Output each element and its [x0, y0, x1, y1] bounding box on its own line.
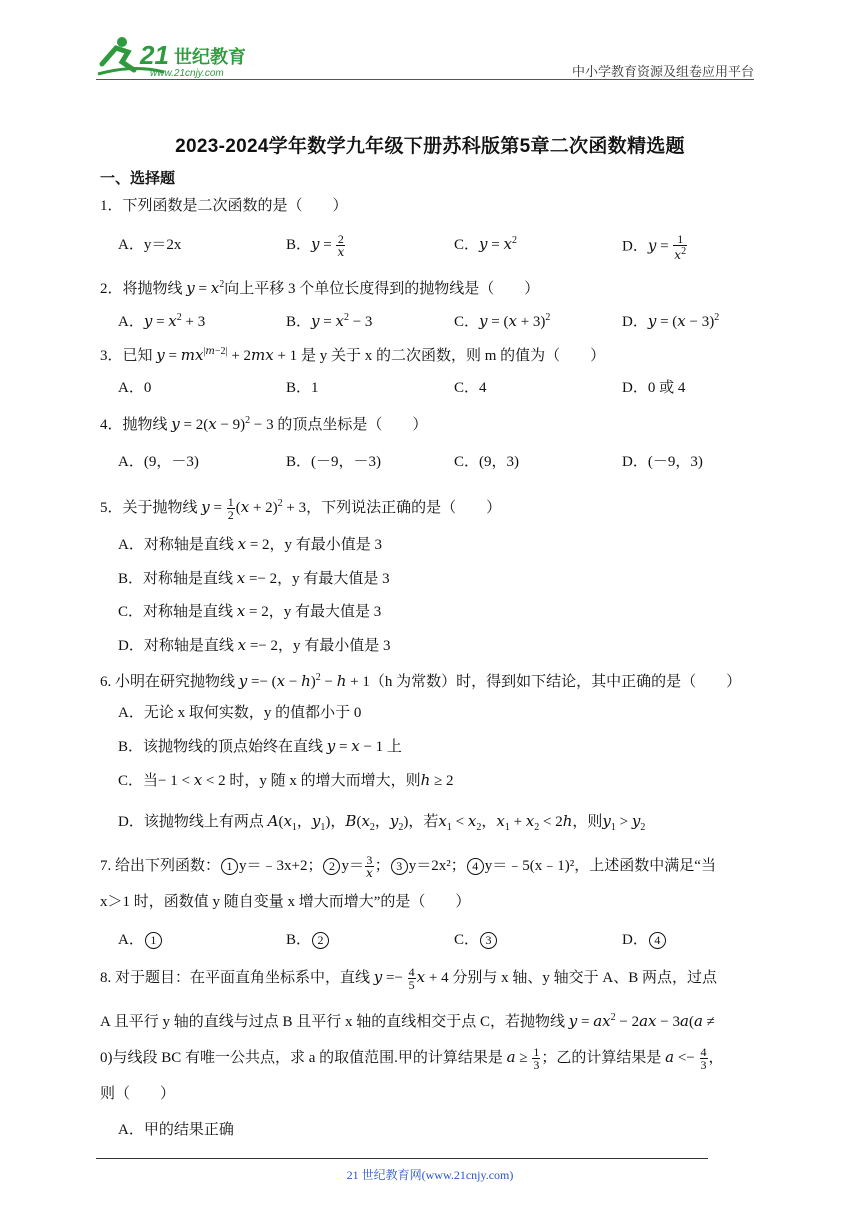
q6-option-b[interactable]: B．该抛物线的顶点始终在直线 y = x − 1 上 [118, 737, 402, 755]
q6-option-c[interactable]: C．当− 1 < x < 2 时，y 随 x 的增大而增大，则h ≥ 2 [118, 771, 454, 789]
question-7-options [0, 928, 860, 950]
q2-option-b[interactable]: B．$y = x^2 - 3$ [286, 312, 373, 330]
q2-option-a[interactable]: A．$y = x^2 + 3$ [118, 312, 206, 330]
q3-option-d[interactable]: D．0 或 4 [622, 380, 686, 396]
question-2-stem: 2．将抛物线 $y = x^2$向上平移 3 个单位长度得到的抛物线是（ ） [100, 279, 540, 297]
q4-option-c[interactable]: C．(9，3) [454, 454, 519, 470]
q7-option-b[interactable]: B． 2 [286, 928, 330, 949]
q7-option-d[interactable]: D． 4 [622, 928, 667, 949]
question-5-stem: 5．关于抛物线 y = $\frac{1}{2}$ $(x + 2)^2 + 3$，下列说法正确的是（ ） [100, 495, 502, 523]
q1-option-a[interactable]: A．y＝2x [118, 237, 182, 253]
q2-option-c[interactable]: C．$y = (x + 3)^2$ [454, 312, 551, 330]
question-7-stem: 7. 给出下列函数： 1 y＝﹣3x+2； 2 y＝ $\frac{3}{x}$ ； 3 y＝2x²； 4 y＝﹣5(x﹣1)²，上述函数中满足“当 [100, 853, 716, 880]
q6-option-d[interactable]: D．该抛物线上有两点 $A(x_1$，$y_1$)，$B(x_2$，$y_2$)，若$x_1 < x_2$，$x_1 + x_2 < 2h$，则$y_1 > y_2$ [118, 812, 646, 833]
question-4-stem: 4．抛物线 $y = 2(x - 9)^2 - 3$ 的顶点坐标是（ ） [100, 415, 428, 433]
question-3-stem: 3．已知 $y = mx^{|m-2|} + 2mx + 1$ 是 y 关于 x 的二次函数，则 m 的值为（ ） [100, 346, 606, 364]
question-4-options [0, 450, 860, 472]
question-8-line2: A 且平行 y 轴的直线与过点 B 且平行 x 轴的直线相交于点 C，若抛物线 $y = ax^2 - 2ax - 3a(a$ ≠ [100, 1012, 715, 1030]
q6-option-a[interactable]: A．无论 x 取何实数，y 的值都小于 0 [118, 705, 362, 721]
site-logo[interactable] [94, 34, 264, 82]
question-6-stem: 6. 小明在研究抛物线 $y =- (x - h)^2 - h + 1(h$ 为常数）时，得到如下结论，其中正确的是（ ） [100, 672, 742, 690]
question-1-options [0, 232, 860, 262]
q4-option-a[interactable]: A．(9，－3) [118, 454, 199, 470]
q8-option-a[interactable]: A．甲的结果正确 [118, 1122, 234, 1138]
document-title: 2023-2024学年数学九年级下册苏科版第5章二次函数精选题 [175, 136, 685, 157]
q4-option-d[interactable]: D．(－9，3) [622, 454, 703, 470]
q5-option-c[interactable]: C．对称轴是直线 x = 2，y 有最大值是 3 [118, 602, 382, 620]
platform-title: 中小学教育资源及组卷应用平台 [571, 64, 754, 79]
q1-option-d[interactable]: D．y = $\frac{1}{x^2}$ [622, 232, 687, 262]
q5-option-b[interactable]: B．对称轴是直线 x =− 2，y 有最大值是 3 [118, 569, 390, 587]
q5-option-a[interactable]: A．对称轴是直线 x = 2，y 有最小值是 3 [118, 535, 383, 553]
question-8-line3: 0)与线段 BC 有唯一公共点，求 a 的取值范围.甲的计算结果是 a ≥ $\frac{1}{3}$ ；乙的计算结果是 a <− $\frac{4}{3}$ ， [100, 1045, 724, 1072]
header-divider [96, 79, 754, 80]
question-8-line4: 则（ ） [100, 1086, 176, 1102]
q7-option-a[interactable]: A． 1 [118, 928, 163, 949]
q3-option-c[interactable]: C．4 [454, 380, 487, 396]
footer-divider [96, 1158, 708, 1159]
question-7-stem-line2: x＞1 时，函数值 y 随自变量 x 增大而增大”的是（ ） [100, 894, 471, 910]
q4-option-b[interactable]: B．(－9，－3) [286, 454, 381, 470]
q2-option-d[interactable]: D．$y = (x - 3)^2$ [622, 312, 720, 330]
question-3-options [0, 376, 860, 398]
q1-option-b[interactable]: B．y = $\frac{2}{x}$ [286, 232, 345, 260]
question-2-options [0, 310, 860, 332]
q3-option-b[interactable]: B．1 [286, 380, 319, 396]
section-heading: 一、选择题 [100, 170, 176, 187]
question-8-line1: 8. 对于题目：在平面直角坐标系中，直线 y =− $\frac{4}{5}$ x + 4 分别与 x 轴、y 轴交于 A、B 两点，过点 [100, 965, 717, 992]
footer-link[interactable]: 21 世纪教育网(www.21cnjy.com) [346, 1168, 514, 1182]
svg-text:www.21cnjy.com: www.21cnjy.com [150, 68, 224, 79]
q3-option-a[interactable]: A．0 [118, 380, 152, 396]
svg-text:世纪教育: 世纪教育 [174, 47, 246, 68]
question-1-stem: 1．下列函数是二次函数的是（ ） [100, 198, 348, 214]
page-header [0, 0, 860, 90]
q5-option-d[interactable]: D．对称轴是直线 x =− 2，y 有最小值是 3 [118, 636, 391, 654]
q7-option-c[interactable]: C． 3 [454, 928, 498, 949]
q1-option-c[interactable]: C．$y = x^2$ [454, 235, 517, 253]
svg-text:21: 21 [140, 40, 169, 70]
